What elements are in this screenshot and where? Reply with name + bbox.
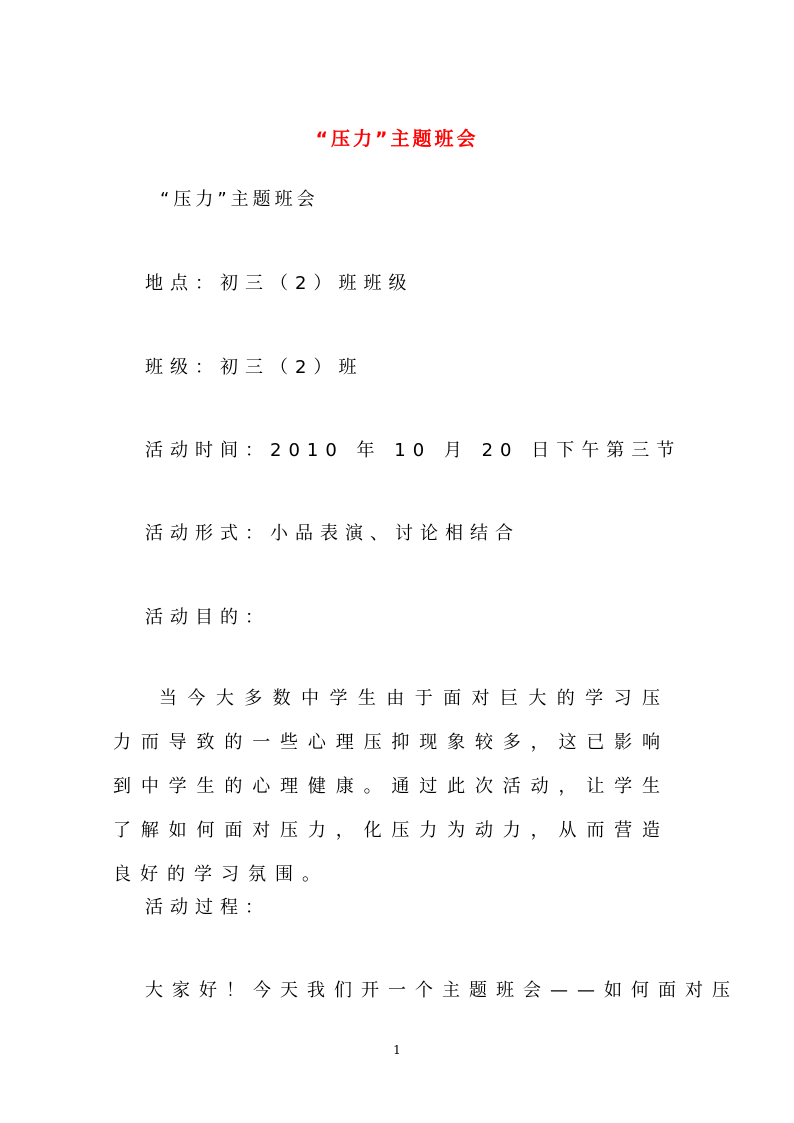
purpose-heading: 活动目的：: [145, 607, 270, 628]
process-paragraph: 大家好！今天我们开一个主题班会——如何面对压: [145, 980, 739, 1001]
time-line: 活动时间：2010 年 10 月 20 日下午第三节: [145, 440, 682, 461]
page-title: “压力”主题班会: [315, 128, 479, 150]
form-line: 活动形式：小品表演、讨论相结合: [145, 523, 520, 544]
process-heading: 活动过程：: [145, 897, 270, 918]
subtitle: “压力”主题班会: [160, 189, 319, 210]
page-number: 1: [393, 1043, 401, 1057]
location-line: 地点：初三（2）班班级: [145, 273, 414, 294]
class-line: 班级：初三（2）班: [145, 357, 364, 378]
purpose-paragraph: 当今大多数中学生由于面对巨大的学习压力而导致的一些心理压抑现象较多，这已影响到中学生的心理健康。通过此次活动，让学生了解如何面对压力，化压力为动力，从而营造良好的学习氛围。: [113, 688, 669, 885]
